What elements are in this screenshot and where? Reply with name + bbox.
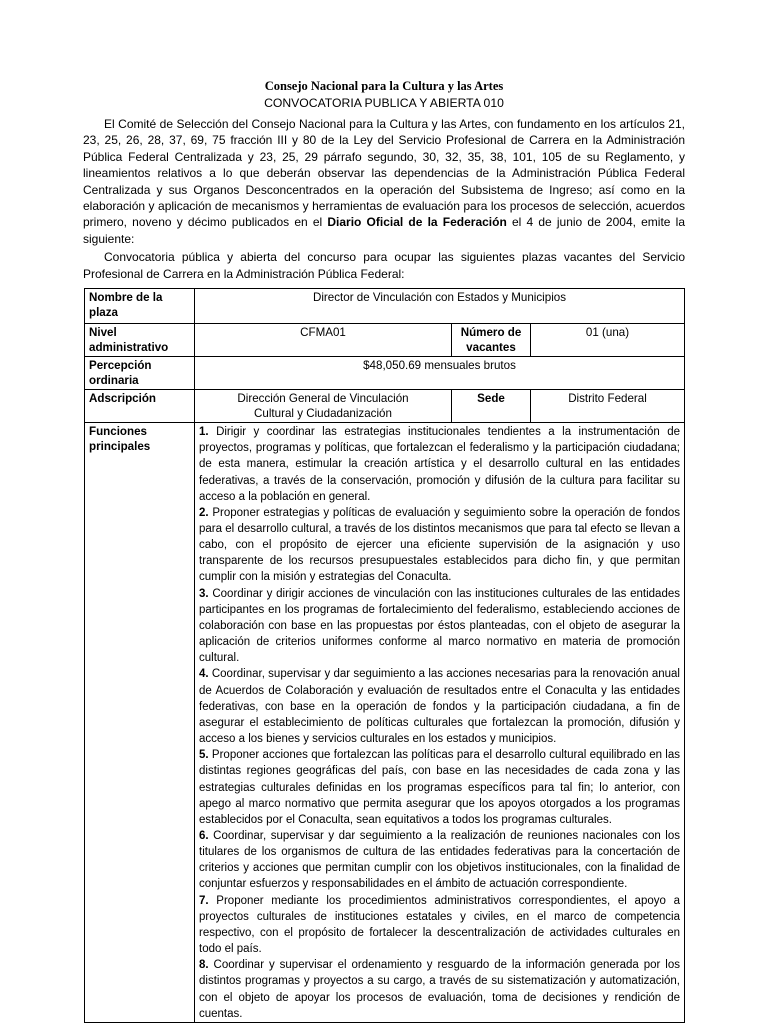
function-text: Proponer mediante los procedimientos administrativos correspondientes, el apoyo a proyectos culturales de instituciones estatales y civiles, en el marco de competencia respectivo, con el propósito de fortalecer la descentralización de actividades culturales en todo el país. (199, 894, 680, 956)
function-item (199, 424, 680, 505)
vacantes-value: 01 (una) (531, 324, 685, 357)
function-number: 2. (199, 506, 209, 519)
function-item (199, 586, 680, 667)
function-text: Coordinar y supervisar el ordenamiento y resguardo de la información generada por los distintos programas y proyectos a su cargo, a través de su sistematización y automatización, con el objeto de apoyar los procesos de evaluación, toma de decisiones y rendición de cuentas. (199, 959, 680, 1020)
function-item (199, 828, 680, 893)
convocatoria-paragraph: Convocatoria pública y abierta del concurso para ocupar las siguientes plazas vacantes del Servicio Profesional de Carrera en la Administración Pública Federal: (83, 250, 685, 281)
function-item (199, 505, 680, 586)
function-number: 6. (199, 829, 209, 842)
function-number: 5. (199, 749, 209, 762)
sede-label: Sede (452, 390, 531, 423)
institution-heading: Consejo Nacional para la Cultura y las Artes (264, 79, 504, 93)
intro-text-a: El Comité de Selección del Consejo Nacional para la Cultura y las Artes, con fundamento en los artículos 21, 23, 25, 26, 28, 37, 69, 75 fracción III y 80 de la Ley del Servicio Profesional de Carrera en la Administración Pública Federal Centralizada y 23, 25, 29 párrafo segundo, 30, 32, 35, 38, 101, 105 de su Reglamento, y lineamientos relativos a lo que deberán observar las dependencias de la Administración Pública Federal Centralizada y sus Organos Desconcentrados en la operación del Subsistema de Ingreso; así como en la elaboración y aplicación de mecanismos y herramientas de evaluación para los procesos de selección, acuerdos primero, noveno y décimo publicados en el (83, 117, 685, 230)
table-row (85, 357, 685, 390)
function-number: 4. (199, 668, 209, 681)
table-row (85, 390, 685, 423)
funciones-list (195, 423, 685, 1023)
vacantes-label: Número de vacantes (452, 324, 531, 357)
function-item (199, 957, 680, 1022)
function-text: Proponer estrategias y políticas de evaluación y seguimiento sobre la operación de fondos para el desarrollo cultural, a través de los distintos mecanismos que para tal efecto se llevan a cabo, con el propósito de ejercer una eficiente supervisión de la asignación y uso transparente de los recursos presupuestales establecidos para dicho fin, y que permitan cumplir con la misión y estrategias del Conaculta. (199, 506, 681, 584)
intro-text-b: el 4 de junio de 2004, emite la siguiente: (83, 215, 685, 246)
intro-paragraph (83, 116, 685, 247)
adscripcion-value: Dirección General de Vinculación Cultural y Ciudadanización (195, 390, 452, 423)
function-text: Coordinar y dirigir acciones de vinculación con las instituciones culturales de las entidades participantes en los programas de fortalecimiento del federalismo, estableciendo acciones de colaboración con base en las propuestas por éstos planteadas, con el objeto de asegurar la aplicación de criterios uniformes conforme al marco normativo en materia de promoción cultural. (199, 587, 680, 665)
function-number: 1. (199, 426, 209, 439)
nombre-value: Director de Vinculación con Estados y Municipios (195, 289, 685, 324)
nivel-label: Nivel administrativo (85, 324, 195, 357)
percepcion-value: $48,050.69 mensuales brutos (195, 357, 685, 390)
function-text: Coordinar, supervisar y dar seguimiento a las acciones necesarias para la renovación anual de Acuerdos de Colaboración y evaluación de resultados entre el Conaculta y las entidades federativas, con base en la operación de fondos y la participación ciudadana, a fin de asegurar el establecimiento de políticas culturales que fortalezcan la promoción, difusión y acceso a los bienes y servicios culturales en los estados y municipios. (199, 668, 680, 746)
function-number: 8. (199, 959, 209, 972)
table-row (85, 324, 685, 357)
function-text: Dirigir y coordinar las estrategias institucionales tendientes a la instrumentación de proyectos, programas y políticas, que fortalezcan el federalismo y la participación ciudadana; de esta manera, estimular la creación artística y el desarrollo cultural en las entidades federativas, a través de la conservación, promoción y difusión de la cultura para facilitar su acceso a la población en general. (199, 426, 680, 503)
percepcion-label: Percepción ordinaria (85, 357, 195, 390)
nivel-value: CFMA01 (195, 324, 452, 357)
intro-text (83, 116, 685, 282)
function-number: 7. (199, 894, 209, 907)
table-row (85, 423, 685, 1023)
table-row (85, 289, 685, 324)
function-text: Proponer acciones que fortalezcan las políticas para el desarrollo cultural equilibrado en las distintas regiones geográficas del país, con base en las necesidades de cada zona y las estrategias culturales definidas en los programas específicos para tal fin; lo anterior, con apego al marco normativo que permita asegurar que los apoyos otorgados a los programas establecidos por el Conaculta, sean equitativos a todos los programas culturales. (199, 749, 680, 826)
function-number: 3. (199, 587, 209, 600)
function-item (199, 747, 680, 828)
function-text: Coordinar, supervisar y dar seguimiento a la realización de reuniones nacionales con los titulares de los organismos de cultura de las entidades federativas para la concertación de criterios y acciones que permitan cumplir con los objetivos institucionales, con la finalidad de conjuntar esfuerzos y responsabilidades en el ámbito de actuación correspondiente. (199, 829, 680, 891)
funciones-label: Funciones principales (85, 423, 195, 1023)
nombre-label: Nombre de la plaza (85, 289, 195, 324)
sede-value: Distrito Federal (531, 390, 685, 423)
intro-bold: Diario Oficial de la Federación (327, 215, 507, 230)
document-title: CONVOCATORIA PUBLICA Y ABIERTA 010 (264, 96, 504, 110)
adscripcion-label: Adscripción (85, 390, 195, 423)
vacancy-table (84, 288, 685, 1023)
function-item (199, 666, 680, 747)
function-item (199, 893, 680, 958)
